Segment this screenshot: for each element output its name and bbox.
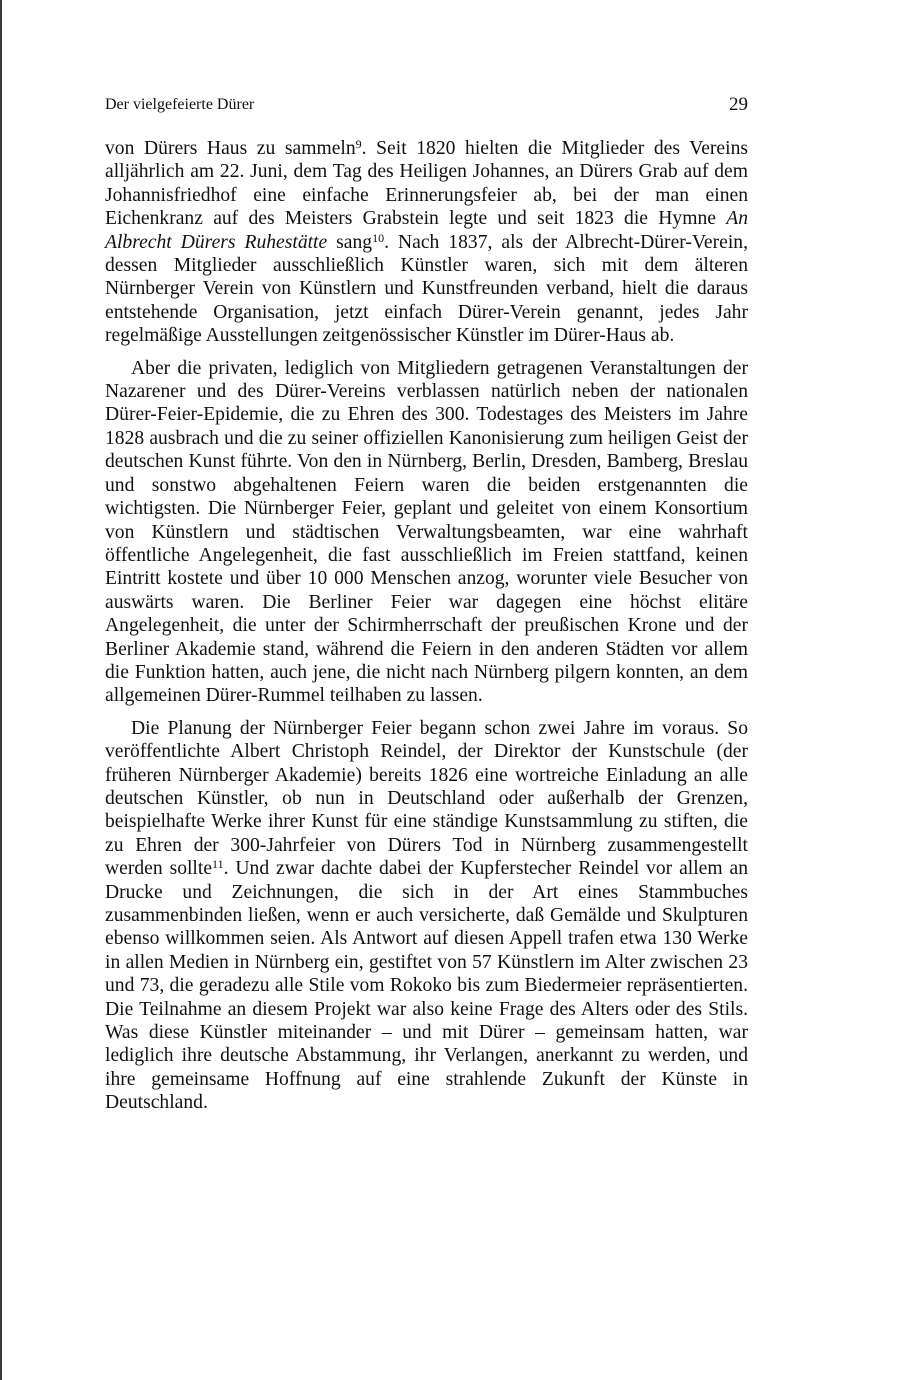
running-title: Der vielgefeierte Dürer: [105, 96, 255, 113]
paragraph-1-text-c: sang: [327, 231, 373, 253]
body-text: [105, 137, 748, 1115]
footnote-ref-10: 10: [372, 230, 385, 245]
paragraph-2: Aber die privaten, lediglich von Mitgliedern getragenen Veranstaltungen der Nazarener und des Dürer-Vereins verblassen natürlich neben der nationalen Dürer-Feier-Epidemie, die zu Ehren des 300. Todestages des Meisters im Jahre 1828 ausbrach und die zu seiner offiziellen Kanonisierung zum heiligen Geist der deutschen Kunst führte. Von den in Nürnberg, Berlin, Dresden, Bamberg, Breslau und sonstwo abgehaltenen Feiern waren die beiden erstgenannten die wichtigsten. Die Nürnberger Feier, geplant und geleitet von einem Konsortium von Künstlern und städtischen Verwaltungsbeamten, war eine wahrhaft öffentliche Angelegenheit, die fast ausschließlich im Freien stattfand, keinen Eintritt kostete und über 10 000 Menschen anzog, worunter viele Besucher von auswärts waren. Die Berliner Feier war dagegen eine höchst elitäre Angelegenheit, die unter der Schirmherrschaft der preußischen Krone und der Berliner Akademie stand, während die Feiern in den anderen Städten vor allem die Funktion hatten, auch jene, die nicht nach Nürnberg pilgern konnten, an dem allgemeinen Dürer-Rummel teilhaben zu lassen.: [105, 357, 748, 707]
page-edge-rule: [0, 0, 2, 1380]
footnote-ref-11: 11: [212, 857, 224, 872]
paragraph-1: [105, 137, 748, 348]
paragraph-3-text-a: Die Planung der Nürnberger Feier begann schon zwei Jahre im voraus. So veröffentlichte Albert Christoph Reindel, der Direktor der Kunstschule (der früheren Nürnberger Akademie) bereits 1826 eine wortreiche Einladung an alle deutschen Künstler, ob nun in Deutschland oder außerhalb der Grenzen, beispielhafte Werke ihrer Kunst für eine ständige Kunstsammlung zu stiften, die zu Ehren der 300-Jahrfeier von Dürers Tod in Nürnberg zusammengestellt werden sollte: [105, 717, 748, 880]
paragraph-1-text-b: . Seit 1820 hielten die Mitglieder des Vereins alljährlich am 22. Juni, dem Tag des Heiligen Johannes, an Dürers Grab auf dem Johannisfriedhof eine einfache Erinnerungsfeier ab, bei der man einen Eichenkranz auf des Meisters Grabstein legte und seit 1823 die Hymne: [105, 138, 748, 230]
paragraph-3: [105, 717, 748, 1115]
page-number: 29: [729, 94, 748, 115]
footnote-ref-9: 9: [355, 137, 362, 151]
paragraph-1-text-d: . Nach 1837, als der Albrecht-Dürer-Verein, dessen Mitglieder ausschließlich Künstler waren, sich mit dem älteren Nürnberger Verein von Künstlern und Kunstfreunden verband, hielt die daraus entstehende Organisation, jetzt einfach Dürer-Verein genannt, jedes Jahr regelmäßige Ausstellungen zeitgenössischer Künstler im Dürer-Haus ab.: [105, 231, 748, 347]
paragraph-3-text-b: . Und zwar dachte dabei der Kupferstecher Reindel vor allem an Drucke und Zeichnungen, die sich in der Art eines Stammbuches zusammenbinden ließen, wenn er auch versicherte, daß Gemälde und Skulpturen ebenso willkommen seien. Als Antwort auf diesen Appell trafen etwa 130 Werke in allen Medien in Nürnberg ein, gestiftet von 57 Künstlern im Alter zwischen 23 und 73, die geradezu alle Stile vom Rokoko bis zum Biedermeier repräsentierten. Die Teilnahme an diesem Projekt war also keine Frage des Alters oder des Stils. Was diese Künstler miteinander – und mit Dürer – gemeinsam hatten, war lediglich ihre deutsche Abstammung, ihr Verlangen, anerkannt zu werden, und ihre gemeinsame Hoffnung auf eine strahlende Zukunft der Künste in Deutschland.: [105, 858, 748, 1114]
hymn-title: An Albrecht Dürers Ruhestätte: [105, 208, 748, 253]
page-header: [105, 93, 748, 117]
paragraph-1-text-a: von Dürers Haus zu sammeln: [105, 138, 356, 159]
